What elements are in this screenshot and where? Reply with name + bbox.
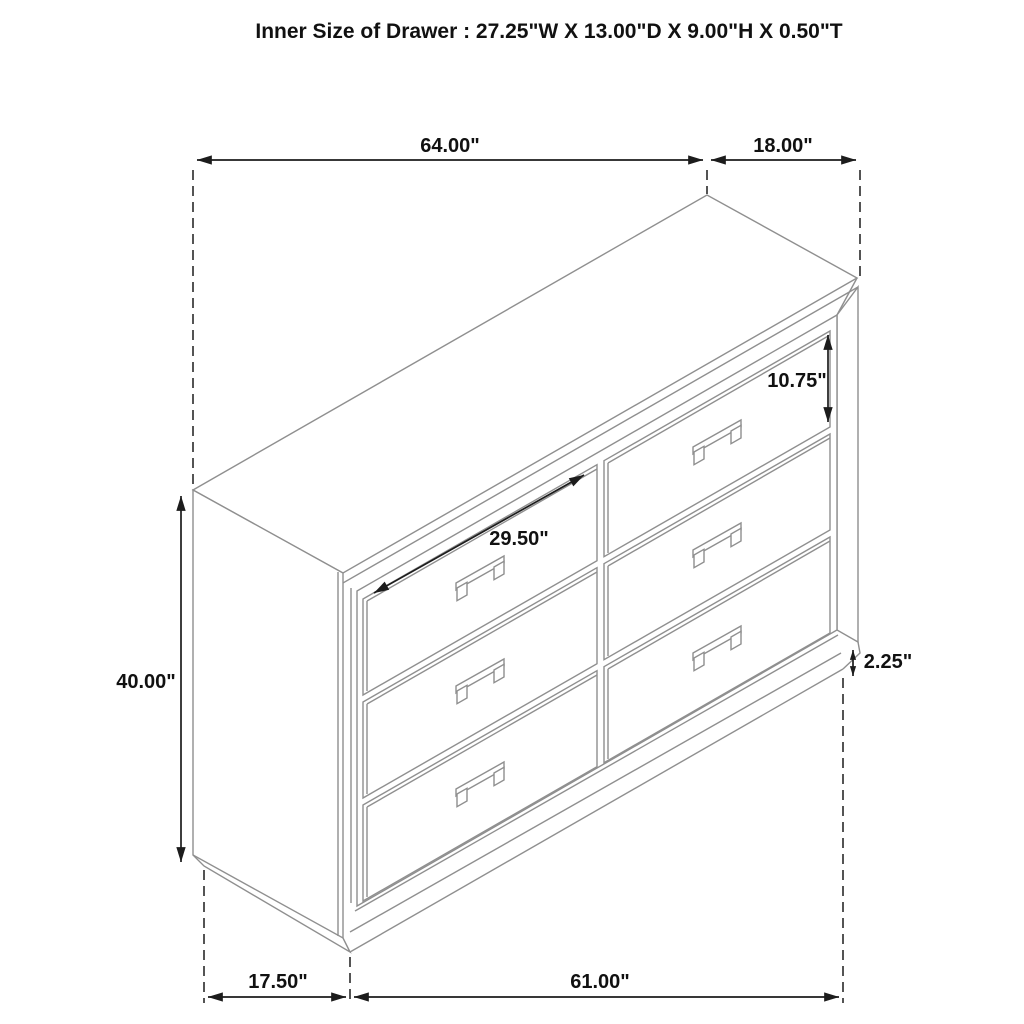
dim-top-width (197, 135, 703, 160)
dim-label-top-depth: 18.00" (753, 135, 813, 157)
dim-overall-height (116, 496, 181, 862)
dim-label-drawer-width: 29.50" (489, 528, 549, 550)
page-title: Inner Size of Drawer : 27.25"W X 13.00"D X 9.00"H X 0.50"T (255, 20, 843, 43)
dim-label-base-width: 61.00" (570, 971, 630, 993)
dim-base-height (853, 650, 912, 676)
dim-label-base-depth: 17.50" (248, 971, 308, 993)
right-corner-stile (837, 287, 858, 642)
dim-label-overall-height: 40.00" (116, 671, 176, 693)
dim-top-depth (711, 135, 856, 160)
dim-label-drawer-height: 10.75" (767, 370, 827, 392)
dim-base-width (354, 971, 839, 997)
dresser-drawing (193, 195, 860, 952)
dim-label-base-height: 2.25" (863, 651, 913, 673)
dim-label-top-width: 64.00" (420, 135, 480, 157)
base-right-corner (843, 642, 860, 669)
dim-base-depth (208, 971, 346, 997)
